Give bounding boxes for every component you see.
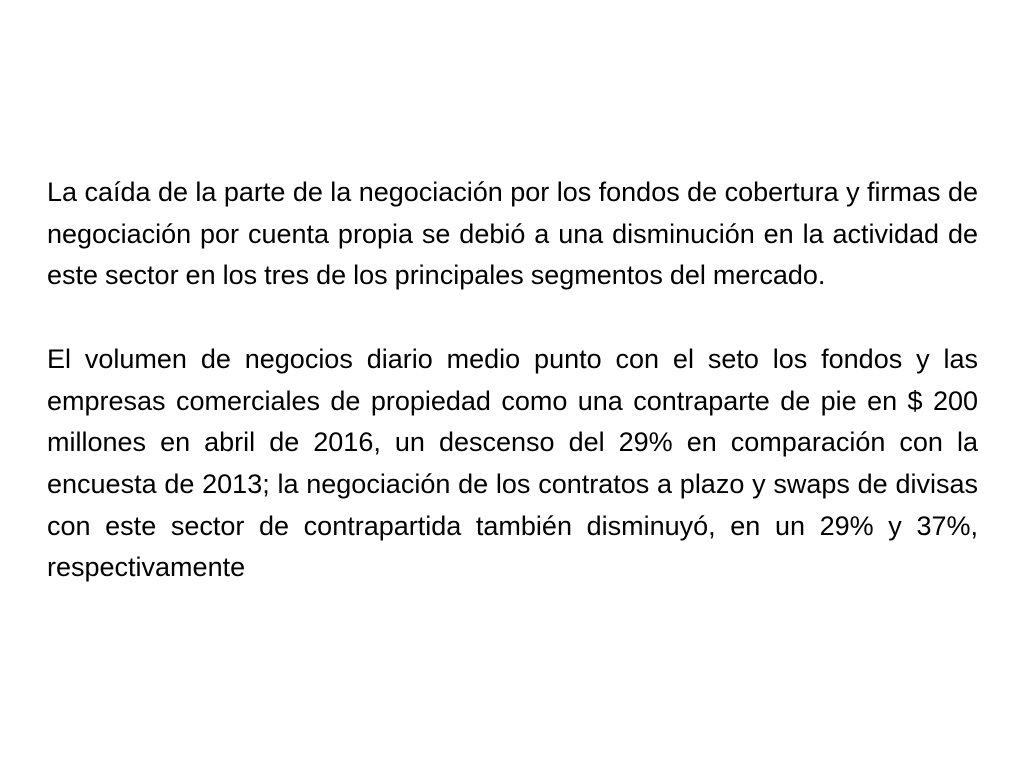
- paragraph-hedge-fund-decline: La caída de la parte de la negociación por los fondos de cobertura y firmas de negociación por cuenta propia se debió a una disminución en la actividad de este sector en los tres de los principales segmentos del mercado.: [47, 177, 978, 291]
- paragraph-turnover-details: El volumen de negocios diario medio punto con el seto los fondos y las empresas comerciales de propiedad como una contraparte de pie en $ 200 millones en abril de 2016, un descenso del 29% en comparación con la encuesta de 2013; la negociación de los contratos a plazo y swaps de divisas con este sector de contrapartida también disminuyó, en un 29% y 37%, respectivamente: [47, 343, 978, 583]
- slide-text-body: [47, 172, 978, 589]
